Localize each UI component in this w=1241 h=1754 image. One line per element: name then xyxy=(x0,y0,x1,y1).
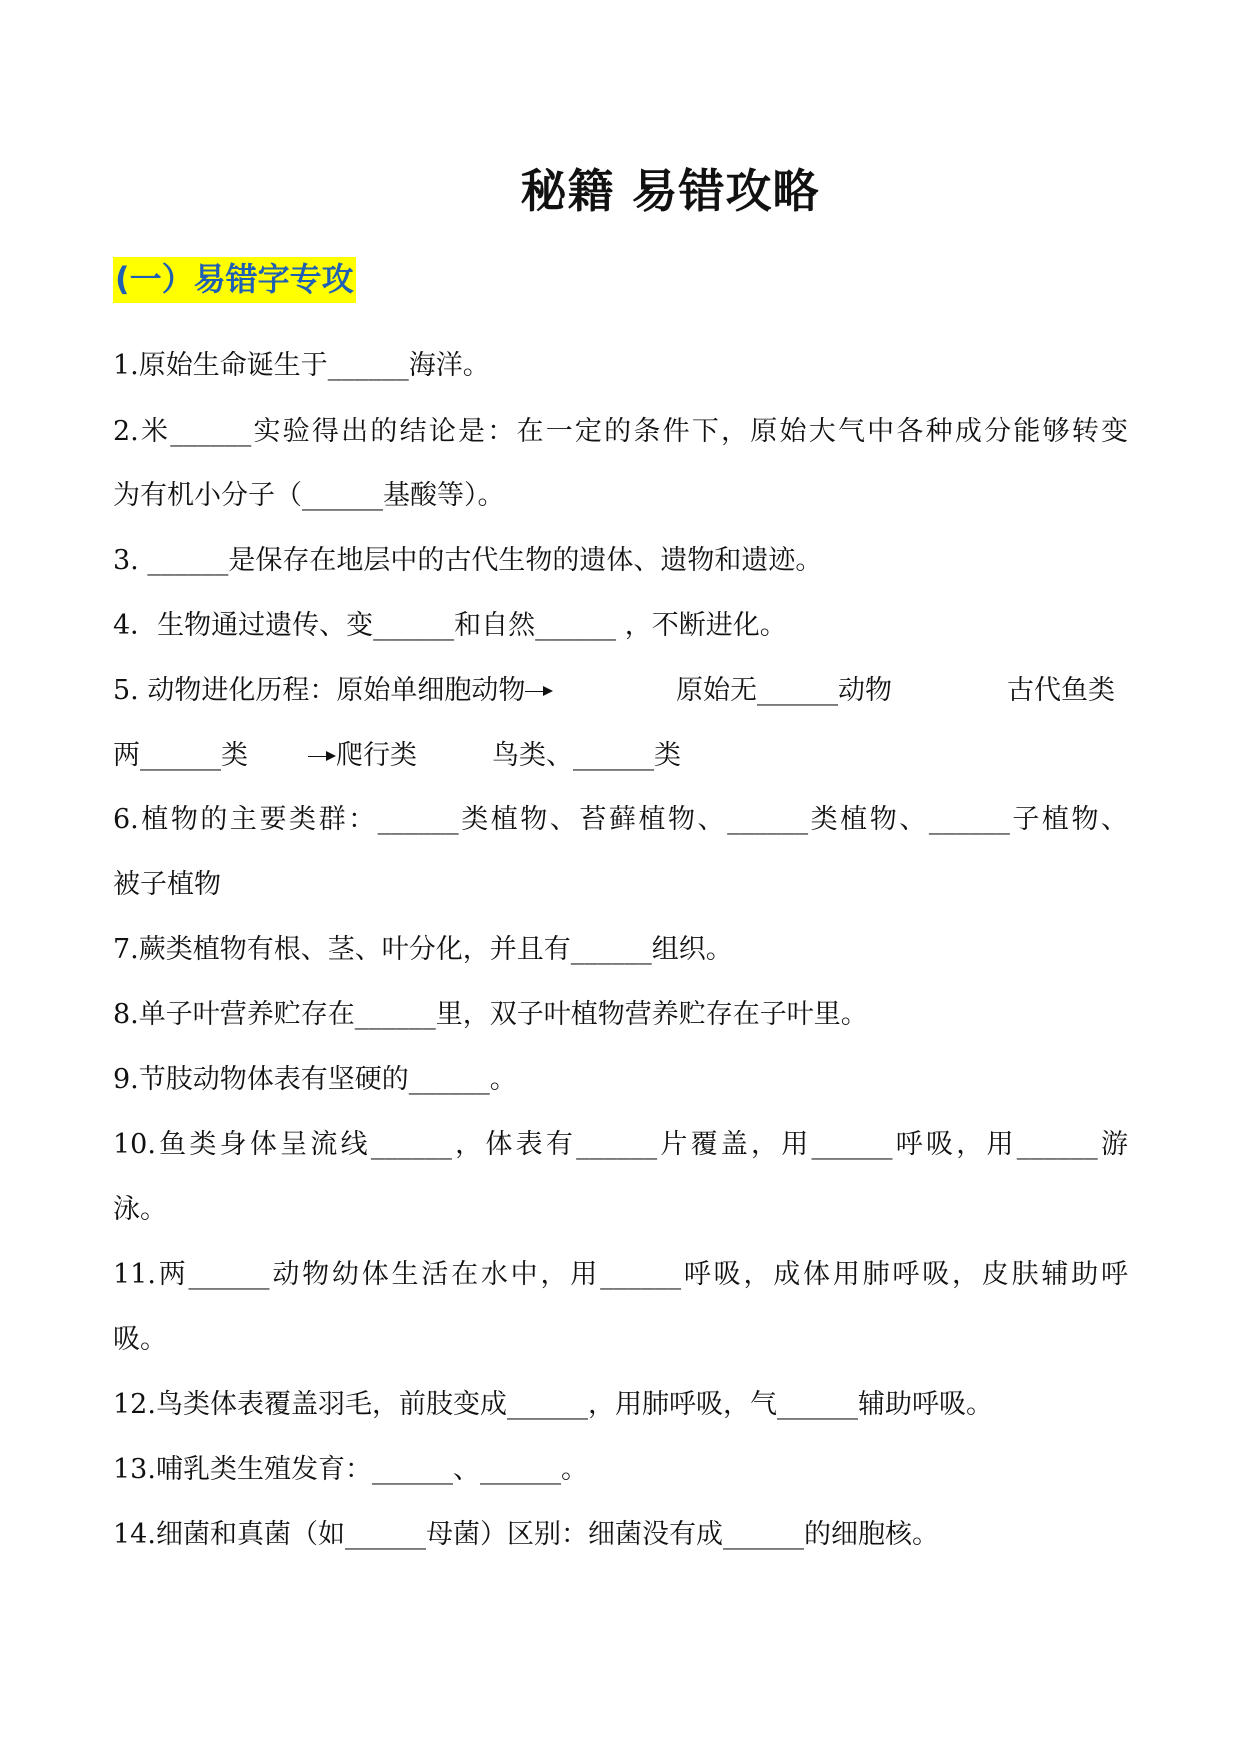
arrow-right-icon xyxy=(308,738,336,774)
question-5-cont-b: 爬行类 xyxy=(336,740,417,771)
question-9: 9.节肢动物体表有坚硬的______。 xyxy=(113,1064,517,1095)
question-4: 4．生物通过遗传、变______和自然______ ，不断进化。 xyxy=(113,610,787,641)
section-heading: (一）易错字专攻 xyxy=(113,257,356,303)
page-title: 秘籍 易错攻略 xyxy=(520,164,820,218)
question-3: 3. ______是保存在地层中的古代生物的遗体、遗物和遗迹。 xyxy=(113,545,823,576)
question-5-cont-a: 两______类 xyxy=(113,740,248,771)
question-5-part-a: 5. 动物进化历程：原始单细胞动物 xyxy=(113,675,526,706)
question-10: 10.鱼类身体呈流线______，体表有______片覆盖，用______呼吸，用______游 xyxy=(113,1129,1128,1160)
arrow-right-icon xyxy=(525,673,553,709)
question-10-cont: 泳。 xyxy=(113,1194,167,1225)
question-1: 1.原始生命诞生于______海洋。 xyxy=(113,350,490,381)
question-14: 14.细菌和真菌（如______母菌）区别：细菌没有成______的细胞核。 xyxy=(113,1519,939,1550)
question-8: 8.单子叶营养贮存在______里，双子叶植物营养贮存在子叶里。 xyxy=(113,999,868,1030)
question-5-cont-c: 鸟类、______类 xyxy=(492,740,681,771)
question-5 xyxy=(113,673,553,709)
question-6-cont: 被子植物 xyxy=(113,869,221,900)
question-13: 13.哺乳类生殖发育：______、______。 xyxy=(113,1454,588,1485)
question-11-cont: 吸。 xyxy=(113,1324,167,1355)
question-7: 7.蕨类植物有根、茎、叶分化，并且有______组织。 xyxy=(113,934,733,965)
question-12: 12.鸟类体表覆盖羽毛，前肢变成______，用肺呼吸，气______辅助呼吸。 xyxy=(113,1389,993,1420)
question-2-cont: 为有机小分子（______基酸等）。 xyxy=(113,480,505,511)
question-6: 6.植物的主要类群：______类植物、苔藓植物、______类植物、______子植物、 xyxy=(113,804,1128,835)
question-5-part-b: 原始无______动物 xyxy=(676,675,892,706)
question-5-part-b-wrap xyxy=(676,673,892,709)
question-5-part-c: 古代鱼类 xyxy=(1007,675,1115,706)
question-5-cont-b-wrap xyxy=(308,738,417,774)
question-5-part-c-wrap xyxy=(1007,673,1115,709)
question-2: 2.米______实验得出的结论是：在一定的条件下，原始大气中各种成分能够转变 xyxy=(113,416,1128,447)
question-11: 11.两______动物幼体生活在水中，用______呼吸，成体用肺呼吸，皮肤辅助呼 xyxy=(113,1259,1128,1290)
